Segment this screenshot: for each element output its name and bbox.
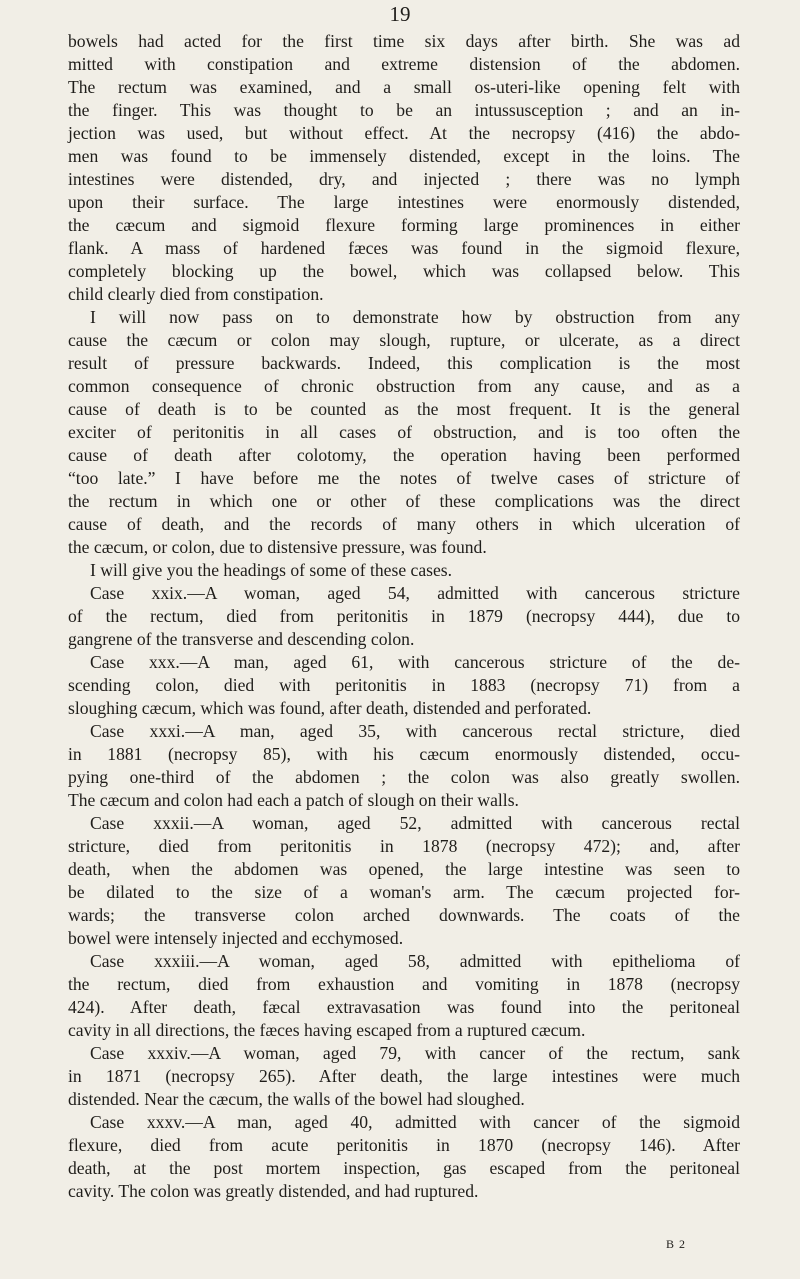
text-line: flank. A mass of hardened fæces was found in the sigmoid flexure, [68,238,740,258]
text-line: the rectum, died from exhaustion and vomiting in 1878 (necropsy [68,974,740,994]
text-line: death, when the abdomen was opened, the large intestine was seen to [68,859,740,879]
text-line: cavity in all directions, the fæces having escaped from a ruptured cæcum. [68,1020,586,1040]
text-line: I will now pass on to demonstrate how by obstruction from any [90,307,740,327]
text-line: child clearly died from constipation. [68,284,324,304]
text-line: cause of death after colotomy, the operation having been performed [68,445,740,465]
text-line: “too late.” I have before me the notes of twelve cases of stricture of [68,468,740,488]
text-line: sloughing cæcum, which was found, after death, distended and perforated. [68,698,592,718]
text-line: exciter of peritonitis in all cases of obstruction, and is too often the [68,422,740,442]
text-line: distended. Near the cæcum, the walls of the bowel had sloughed. [68,1089,525,1109]
text-line: Case xxxiv.—A woman, aged 79, with cancer of the rectum, sank [90,1043,740,1063]
text-line: common consequence of chronic obstruction from any cause, and as a [68,376,740,396]
text-line: Case xxx.—A man, aged 61, with cancerous stricture of the de- [90,652,740,672]
text-line: the cæcum, or colon, due to distensive pressure, was found. [68,537,487,557]
text-line: pying one-third of the abdomen ; the colon was also greatly swollen. [68,767,740,787]
text-line: The rectum was examined, and a small os-uteri-like opening felt with [68,77,740,97]
text-line: cause of death, and the records of many others in which ulceration of [68,514,740,534]
text-line: in 1871 (necropsy 265). After death, the large intestines were much [68,1066,740,1086]
text-line: men was found to be immensely distended, except in the loins. The [68,146,740,166]
text-line: jection was used, but without effect. At the necropsy (416) the abdo- [68,123,740,143]
text-line: bowel were intensely injected and ecchymosed. [68,928,404,948]
text-line: stricture, died from peritonitis in 1878 (necropsy 472); and, after [68,836,740,856]
text-line: completely blocking up the bowel, which was collapsed below. This [68,261,740,281]
text-line: scending colon, died with peritonitis in 1883 (necropsy 71) from a [68,675,740,695]
text-line: flexure, died from acute peritonitis in 1870 (necropsy 146). After [68,1135,740,1155]
body-text [68,30,740,1203]
signature-mark: B 2 [666,1237,687,1251]
text-line: the finger. This was thought to be an intussusception ; and an in- [68,100,740,120]
text-line: mitted with constipation and extreme distension of the abdomen. [68,54,740,74]
text-line: result of pressure backwards. Indeed, this complication is the most [68,353,740,373]
text-line: be dilated to the size of a woman's arm. The cæcum projected for- [68,882,740,902]
text-line: wards; the transverse colon arched downwards. The coats of the [68,905,740,925]
text-line: intestines were distended, dry, and injected ; there was no lymph [68,169,740,189]
text-line: Case xxxi.—A man, aged 35, with cancerous rectal stricture, died [90,721,740,741]
text-line: The cæcum and colon had each a patch of slough on their walls. [68,790,519,810]
text-line: in 1881 (necropsy 85), with his cæcum enormously distended, occu- [68,744,740,764]
text-line: Case xxxiii.—A woman, aged 58, admitted with epithelioma of [90,951,740,971]
text-line: cavity. The colon was greatly distended, and had ruptured. [68,1181,479,1201]
text-line: cause the cæcum or colon may slough, rupture, or ulcerate, as a direct [68,330,740,350]
text-line: gangrene of the transverse and descending colon. [68,629,415,649]
text-line: cause of death is to be counted as the most frequent. It is the general [68,399,740,419]
text-line: Case xxix.—A woman, aged 54, admitted with cancerous stricture [90,583,740,603]
text-line: the cæcum and sigmoid flexure forming large prominences in either [68,215,740,235]
text-line: 424). After death, fæcal extravasation was found into the peritoneal [68,997,740,1017]
text-line: I will give you the headings of some of these cases. [90,560,453,580]
text-line: death, at the post mortem inspection, gas escaped from the peritoneal [68,1158,740,1178]
text-line: upon their surface. The large intestines were enormously distended, [68,192,740,212]
text-line: bowels had acted for the first time six days after birth. She was ad [68,31,740,51]
text-line: of the rectum, died from peritonitis in 1879 (necropsy 444), due to [68,606,740,626]
text-line: Case xxxv.—A man, aged 40, admitted with cancer of the sigmoid [90,1112,740,1132]
page-number: 19 [389,2,411,26]
text-line: the rectum in which one or other of these complications was the direct [68,491,740,511]
text-line: Case xxxii.—A woman, aged 52, admitted with cancerous rectal [90,813,740,833]
